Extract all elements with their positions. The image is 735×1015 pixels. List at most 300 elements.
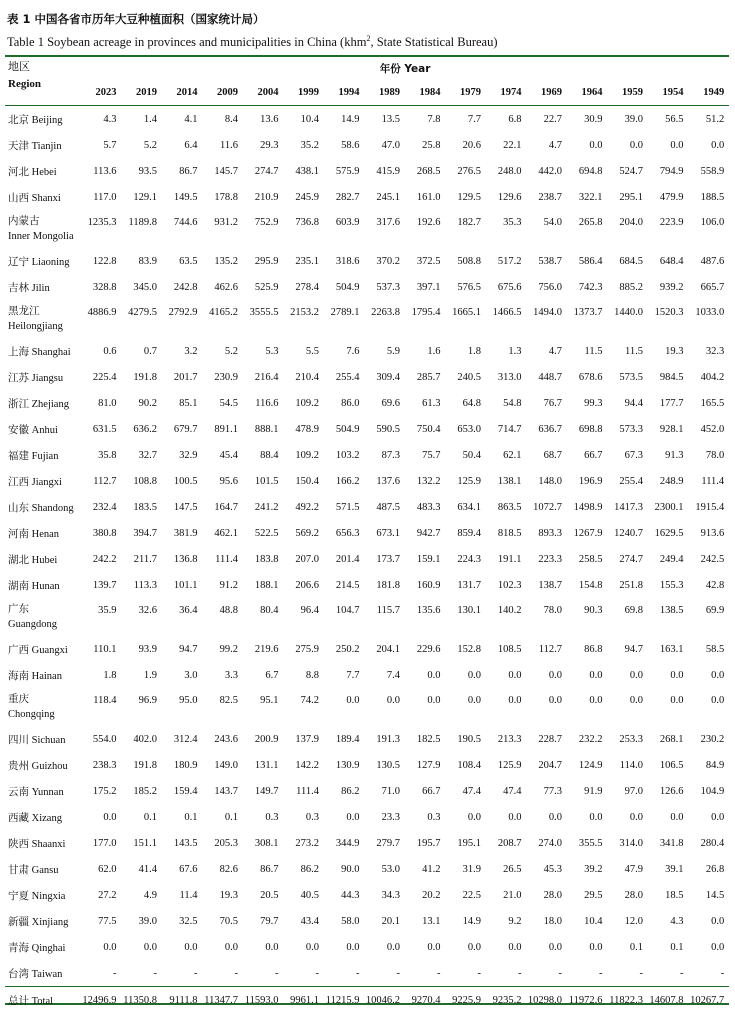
value-cell: 26.8	[705, 863, 725, 875]
value-cell: 242.2	[92, 553, 117, 565]
value-cell: 1240.7	[614, 527, 643, 539]
value-cell: 1665.1	[452, 307, 481, 318]
soybean-acreage-table	[5, 56, 729, 1013]
year-header-1989: 1989	[365, 80, 406, 106]
region-name-cn: 天津	[8, 139, 29, 152]
region-name-en: Henan	[31, 528, 60, 540]
table-row	[5, 636, 729, 662]
value-cell: 152.8	[457, 643, 481, 655]
value-cell: 225.4	[92, 371, 117, 383]
value-cell: 101.5	[254, 475, 279, 487]
value-cell: 77.3	[543, 785, 562, 797]
value-cell: 137.9	[295, 733, 319, 745]
value-cell: 22.7	[543, 113, 562, 125]
value-cell: 517.2	[497, 255, 522, 267]
value-cell: 313.0	[497, 371, 522, 383]
value-cell: 9270.4	[405, 987, 446, 1014]
value-cell: 0.0	[143, 941, 157, 953]
value-cell: 5.3	[265, 345, 279, 357]
region-cell	[5, 494, 81, 520]
value-cell: 492.2	[295, 501, 319, 513]
value-cell: 191.1	[497, 553, 522, 565]
value-cell: 273.2	[295, 837, 319, 849]
value-cell: 525.9	[254, 281, 279, 293]
value-cell: 127.9	[416, 759, 441, 771]
year-header-1954: 1954	[648, 80, 689, 106]
region-name-cn: 云南	[8, 785, 29, 798]
table-caption-cn: 表 1 中国各省市历年大豆种植面积（国家统计局）	[7, 12, 265, 26]
year-header-1959: 1959	[608, 80, 649, 106]
value-cell: 275.9	[295, 643, 319, 655]
value-cell: 891.1	[214, 423, 238, 435]
year-header-1999: 1999	[284, 80, 325, 106]
value-cell: 130.5	[376, 759, 400, 771]
value-cell: 0.1	[224, 811, 238, 823]
value-cell: 0.0	[224, 941, 238, 953]
value-cell: 195.7	[416, 837, 441, 849]
value-cell: 6.8	[508, 113, 522, 125]
value-cell: 282.7	[335, 191, 360, 203]
value-cell: 47.9	[624, 863, 643, 875]
value-cell: 345.0	[133, 281, 157, 293]
region-name-cn: 山东	[8, 501, 29, 514]
value-cell: 11.5	[625, 345, 643, 357]
value-cell: 253.3	[619, 733, 643, 745]
value-cell: 235.1	[295, 255, 319, 267]
caption-en-prefix: Table 1 Soybean acreage in provinces and municipalities in China (khm	[7, 35, 367, 50]
table-row	[5, 934, 729, 960]
value-cell: 0.0	[711, 695, 725, 706]
value-cell: 576.5	[457, 281, 481, 293]
value-cell: 0.0	[427, 695, 441, 706]
value-cell: 274.7	[254, 165, 279, 177]
value-cell: 274.0	[538, 837, 562, 849]
value-cell: 70.5	[219, 915, 238, 927]
table-row	[5, 338, 729, 364]
value-cell: 0.0	[386, 695, 400, 706]
table-row	[5, 184, 729, 210]
value-cell: 4.3	[670, 915, 684, 927]
value-cell: 1520.3	[654, 307, 684, 318]
value-cell: 219.6	[254, 643, 279, 655]
region-cell	[5, 726, 81, 752]
value-cell: 81.0	[98, 397, 117, 409]
value-cell: 14.9	[462, 915, 481, 927]
value-cell: -	[275, 967, 279, 979]
region-name-cn: 黑龙江	[8, 305, 40, 317]
value-cell: 750.4	[416, 423, 441, 435]
region-name-cn: 北京	[8, 113, 29, 126]
value-cell: 11593.0	[243, 987, 284, 1014]
value-cell: 714.7	[497, 423, 522, 435]
value-cell: 794.9	[659, 165, 684, 177]
value-cell: 265.8	[578, 217, 603, 228]
value-cell: 131.1	[254, 759, 279, 771]
value-cell: 106.0	[700, 217, 725, 228]
value-cell: 0.0	[508, 941, 522, 953]
value-cell: 462.1	[214, 527, 238, 539]
value-cell: 84.9	[705, 759, 725, 771]
value-cell: 138.5	[659, 605, 684, 616]
region-cell	[5, 572, 81, 598]
year-header-1949: 1949	[689, 80, 730, 106]
region-name-en: Liaoning	[31, 256, 70, 268]
value-cell: 111.4	[215, 553, 238, 565]
value-cell: 679.7	[173, 423, 198, 435]
value-cell: 206.6	[295, 579, 319, 591]
value-cell: 355.5	[578, 837, 603, 849]
value-cell: 665.7	[700, 281, 725, 293]
value-cell: 200.9	[254, 733, 279, 745]
value-cell: 0.0	[508, 695, 522, 706]
value-cell: 109.2	[295, 397, 319, 409]
value-cell: 135.2	[214, 255, 238, 267]
value-cell: 147.5	[173, 501, 198, 513]
value-cell: 913.6	[700, 527, 725, 539]
value-cell: 25.8	[422, 139, 441, 151]
value-cell: 0.0	[589, 811, 603, 823]
value-cell: 0.0	[670, 669, 684, 681]
region-cell	[5, 184, 81, 210]
value-cell: 1440.0	[614, 307, 643, 318]
value-cell: 13.1	[422, 915, 441, 927]
value-cell: 201.7	[173, 371, 198, 383]
value-cell: 210.9	[254, 191, 279, 203]
value-cell: 42.8	[705, 579, 725, 591]
value-cell: 675.6	[497, 281, 522, 293]
value-cell: 249.4	[659, 553, 684, 565]
value-cell: 0.0	[548, 941, 562, 953]
value-cell: 58.6	[341, 139, 360, 151]
value-cell: 106.5	[659, 759, 684, 771]
value-cell: 100.5	[173, 475, 198, 487]
value-cell: 139.7	[92, 579, 117, 591]
value-cell: 63.5	[179, 255, 198, 267]
value-cell: 116.6	[255, 397, 279, 409]
region-name-en: Guizhou	[31, 760, 68, 772]
value-cell: 104.7	[335, 605, 360, 616]
region-cell	[5, 442, 81, 468]
value-cell: 18.5	[665, 889, 684, 901]
value-cell: 190.5	[457, 733, 481, 745]
value-cell: 1417.3	[614, 501, 643, 513]
value-cell: 91.9	[584, 785, 603, 797]
value-cell: 183.8	[254, 553, 279, 565]
value-cell: 285.7	[416, 371, 441, 383]
table-row	[5, 390, 729, 416]
value-cell: 129.1	[133, 191, 157, 203]
value-cell: 230.9	[214, 371, 238, 383]
region-name-en: Xinjiang	[31, 916, 69, 928]
value-cell: 4.1	[184, 113, 198, 125]
region-header-en: Region	[8, 78, 41, 90]
value-cell: 149.5	[173, 191, 198, 203]
value-cell: 11215.9	[324, 987, 365, 1014]
value-cell: 4165.2	[209, 307, 238, 318]
value-cell: -	[194, 967, 198, 979]
value-cell: 11972.6	[567, 987, 608, 1014]
table-row	[5, 804, 729, 830]
value-cell: 125.9	[497, 759, 522, 771]
region-cell	[5, 520, 81, 546]
table-row	[5, 662, 729, 688]
value-cell: 636.2	[133, 423, 157, 435]
table-row	[5, 688, 729, 726]
value-cell: 66.7	[422, 785, 441, 797]
value-cell: 78.0	[543, 605, 562, 616]
value-cell: 165.5	[700, 397, 725, 409]
value-cell: 0.1	[143, 811, 157, 823]
value-cell: 183.5	[133, 501, 157, 513]
value-cell: 0.0	[467, 811, 481, 823]
value-cell: 67.6	[179, 863, 198, 875]
value-cell: 1373.7	[573, 307, 603, 318]
value-cell: 344.9	[335, 837, 360, 849]
region-cell	[5, 752, 81, 778]
table-row	[5, 856, 729, 882]
value-cell: 537.3	[376, 281, 400, 293]
value-cell: 29.3	[260, 139, 279, 151]
value-cell: 504.9	[335, 281, 360, 293]
region-cell	[5, 960, 81, 987]
value-cell: 214.5	[335, 579, 360, 591]
value-cell: 14607.8	[648, 987, 689, 1014]
value-cell: -	[396, 967, 400, 979]
value-cell: 10267.7	[689, 987, 730, 1014]
region-name-en: Shanxi	[31, 192, 61, 204]
table-row	[5, 248, 729, 274]
value-cell: 9111.8	[162, 987, 203, 1014]
value-cell: 143.5	[173, 837, 198, 849]
value-cell: 0.0	[670, 139, 684, 151]
value-cell: 0.0	[711, 915, 725, 927]
value-cell: 487.6	[700, 255, 725, 267]
region-name-en: Yunnan	[31, 786, 64, 798]
region-name-en: Shanghai	[31, 346, 71, 358]
value-cell: 188.5	[700, 191, 725, 203]
table-row	[5, 106, 729, 133]
value-cell: 0.0	[670, 695, 684, 706]
region-name-en: Sichuan	[31, 734, 66, 746]
value-cell: 87.3	[381, 449, 400, 461]
value-cell: 0.0	[711, 669, 725, 681]
region-cell	[5, 364, 81, 390]
year-header-2014: 2014	[162, 80, 203, 106]
value-cell: 372.5	[416, 255, 441, 267]
value-cell: -	[437, 967, 441, 979]
value-cell: 23.3	[381, 811, 400, 823]
region-name-en: Qinghai	[31, 942, 66, 954]
table-body	[5, 106, 729, 1014]
value-cell: 8.8	[305, 669, 319, 681]
value-cell: 149.0	[214, 759, 238, 771]
value-cell: 278.4	[295, 281, 319, 293]
region-name-cn: 江苏	[8, 371, 29, 384]
region-name-cn: 新疆	[8, 915, 29, 928]
region-name-en: Gansu	[31, 864, 59, 876]
region-name-cn: 甘肃	[8, 863, 29, 876]
value-cell: 19.3	[219, 889, 238, 901]
value-cell: 3555.5	[249, 307, 279, 318]
value-cell: 189.4	[335, 733, 360, 745]
value-cell: 136.8	[173, 553, 198, 565]
value-cell: 20.5	[260, 889, 279, 901]
value-cell: 569.2	[295, 527, 319, 539]
value-cell: 402.0	[133, 733, 157, 745]
value-cell: 5.9	[386, 345, 400, 357]
value-cell: 538.7	[538, 255, 562, 267]
value-cell: 47.0	[381, 139, 400, 151]
value-cell: 309.4	[376, 371, 400, 383]
value-cell: 66.7	[584, 449, 603, 461]
value-cell: 7.7	[346, 669, 360, 681]
value-cell: 192.6	[416, 217, 441, 228]
value-cell: 43.4	[300, 915, 319, 927]
value-cell: 18.0	[543, 915, 562, 927]
value-cell: 736.8	[295, 217, 319, 228]
region-name-en: Ningxia	[31, 890, 66, 902]
value-cell: 931.2	[214, 217, 238, 228]
table-row	[5, 960, 729, 987]
value-cell: 255.4	[619, 475, 643, 487]
value-cell: 86.2	[341, 785, 360, 797]
year-header-1964: 1964	[567, 80, 608, 106]
value-cell: 415.9	[376, 165, 400, 177]
value-cell: 138.1	[497, 475, 522, 487]
table-row	[5, 300, 729, 338]
region-cell	[5, 830, 81, 856]
value-cell: 0.0	[629, 811, 643, 823]
value-cell: 50.4	[462, 449, 481, 461]
value-cell: 1466.5	[492, 307, 522, 318]
value-cell: 673.1	[376, 527, 400, 539]
region-name-en: Jiangsu	[31, 372, 64, 384]
value-cell: 166.2	[335, 475, 360, 487]
value-cell: 1915.4	[695, 501, 725, 513]
value-cell: 13.6	[260, 113, 279, 125]
region-name-cn: 西藏	[8, 811, 29, 824]
region-cell	[5, 210, 81, 248]
value-cell: 859.4	[457, 527, 481, 539]
value-cell: 370.2	[376, 255, 400, 267]
value-cell: 68.7	[543, 449, 562, 461]
value-cell: 223.9	[659, 217, 684, 228]
year-group-header: 年份 Year	[379, 62, 431, 75]
value-cell: 0.0	[346, 695, 360, 706]
region-cell	[5, 158, 81, 184]
value-cell: 97.0	[624, 785, 643, 797]
value-cell: 95.0	[179, 695, 198, 706]
year-header-1974: 1974	[486, 80, 527, 106]
value-cell: 1072.7	[533, 501, 562, 513]
value-cell: 19.3	[665, 345, 684, 357]
value-cell: 22.1	[503, 139, 522, 151]
value-cell: 76.7	[543, 397, 562, 409]
value-cell: 0.0	[508, 669, 522, 681]
value-cell: 62.1	[503, 449, 522, 461]
value-cell: 5.2	[224, 345, 238, 357]
value-cell: 590.5	[376, 423, 400, 435]
value-cell: 694.8	[578, 165, 603, 177]
value-cell: 4.7	[548, 139, 562, 151]
value-cell: 28.0	[624, 889, 643, 901]
value-cell: 5.2	[143, 139, 157, 151]
value-cell: 380.8	[92, 527, 117, 539]
table-row	[5, 882, 729, 908]
value-cell: 32.3	[705, 345, 725, 357]
value-cell: 9961.1	[284, 987, 325, 1014]
region-header	[5, 56, 81, 106]
value-cell: 0.0	[467, 941, 481, 953]
value-cell: 35.2	[300, 139, 319, 151]
value-cell: 122.8	[92, 255, 117, 267]
value-cell: 0.0	[427, 941, 441, 953]
region-name-cn: 贵州	[8, 759, 29, 772]
value-cell: 34.3	[381, 889, 400, 901]
region-name-en: Hebei	[31, 166, 57, 178]
region-name-cn: 福建	[8, 449, 29, 462]
region-cell	[5, 132, 81, 158]
value-cell: 39.0	[138, 915, 157, 927]
region-header-cn: 地区	[8, 60, 30, 73]
value-cell: 634.1	[457, 501, 481, 513]
value-cell: 67.3	[624, 449, 643, 461]
region-name-en: Guangxi	[31, 644, 68, 656]
table-row	[5, 416, 729, 442]
region-name-en: Guangdong	[8, 619, 57, 630]
region-name-en: Hunan	[31, 580, 60, 592]
table-row	[5, 442, 729, 468]
value-cell: 51.2	[705, 113, 725, 125]
value-cell: 41.2	[422, 863, 441, 875]
value-cell: 110.1	[93, 643, 117, 655]
value-cell: 452.0	[700, 423, 725, 435]
value-cell: 173.7	[376, 553, 400, 565]
year-header-1969: 1969	[527, 80, 568, 106]
value-cell: 3.0	[184, 669, 198, 681]
value-cell: 0.0	[548, 669, 562, 681]
value-cell: 0.0	[589, 695, 603, 706]
value-cell: 35.8	[98, 449, 117, 461]
value-cell: 69.8	[624, 605, 643, 616]
value-cell: 4279.5	[128, 307, 157, 318]
region-cell	[5, 882, 81, 908]
value-cell: 177.7	[659, 397, 684, 409]
value-cell: -	[315, 967, 319, 979]
value-cell: 0.0	[711, 941, 725, 953]
value-cell: 0.0	[305, 941, 319, 953]
value-cell: 30.9	[584, 113, 603, 125]
value-cell: 248.0	[497, 165, 522, 177]
value-cell: 205.3	[214, 837, 238, 849]
value-cell: 648.4	[659, 255, 684, 267]
region-cell	[5, 688, 81, 726]
value-cell: 0.1	[184, 811, 198, 823]
value-cell: 151.1	[133, 837, 157, 849]
value-cell: 328.8	[92, 281, 117, 293]
value-cell: 404.2	[700, 371, 725, 383]
value-cell: 86.7	[260, 863, 279, 875]
value-cell: 90.3	[584, 605, 603, 616]
value-cell: 56.5	[665, 113, 684, 125]
region-name-cn: 内蒙古	[8, 215, 40, 227]
value-cell: 573.5	[619, 371, 643, 383]
value-cell: 1498.9	[573, 501, 603, 513]
value-cell: 586.4	[578, 255, 603, 267]
region-name-cn: 辽宁	[8, 255, 29, 268]
value-cell: 12496.9	[81, 987, 122, 1014]
region-name-cn: 山西	[8, 191, 29, 204]
